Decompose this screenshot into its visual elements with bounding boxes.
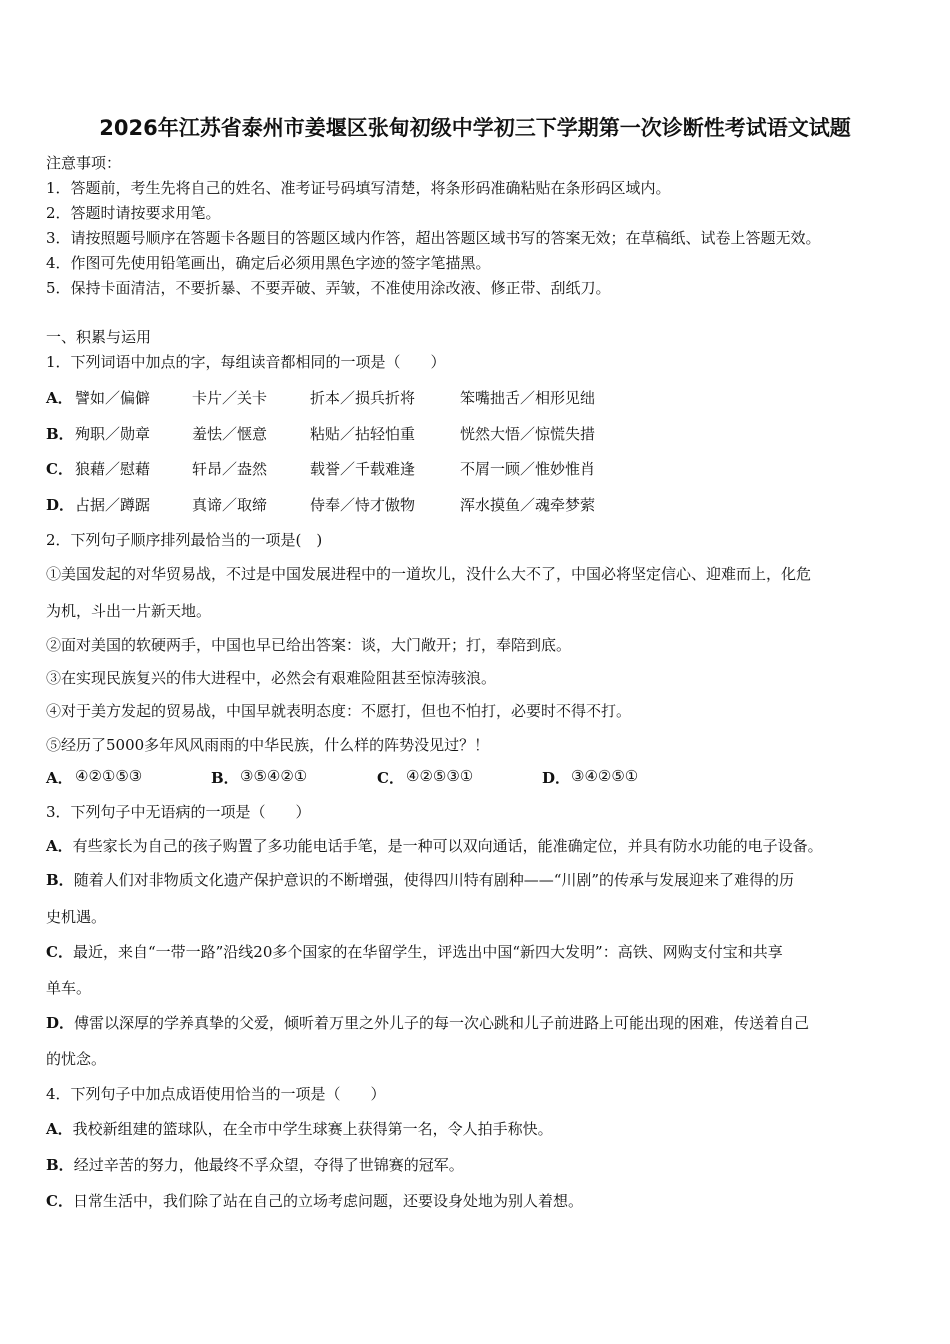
word-pair: 折本／损兵折将 bbox=[310, 389, 416, 407]
word-pair: 占据／蹲踞 bbox=[75, 496, 151, 514]
option-text: ④②⑤③① bbox=[406, 767, 474, 785]
word-pair: 侍奉／恃才傲物 bbox=[310, 496, 416, 514]
q3-option-c-cont: 单车。 bbox=[46, 979, 92, 997]
option-text: 随着人们对非物质文化遗产保护意识的不断增强，使得四川特有剧种——“川剧”的传承与发展迎来了难得的历 bbox=[73, 871, 795, 889]
q3-stem: 3．下列句子中无语病的一项是（ ） bbox=[46, 803, 311, 821]
option-label: C． bbox=[46, 943, 73, 961]
q3-option-b-cont: 史机遇。 bbox=[46, 908, 107, 926]
option-text: 最近，来自“一带一路”沿线20多个国家的在华留学生，评选出中国“新四大发明”：高铁、网购支付宝和共享 bbox=[72, 943, 783, 961]
notice-item: 4．作图可先使用铅笔画出，确定后必须用黑色字迹的签字笔描黑。 bbox=[46, 254, 491, 272]
q1-stem: 1．下列词语中加点的字，每组读音都相同的一项是（ ） bbox=[46, 353, 446, 371]
section-heading: 一、积累与运用 bbox=[46, 328, 152, 346]
option-label: C． bbox=[46, 1192, 73, 1210]
option-label: B． bbox=[46, 425, 74, 443]
word-pair: 卡片／关卡 bbox=[192, 389, 268, 407]
option-label: B． bbox=[46, 871, 74, 889]
option-label: A． bbox=[46, 389, 73, 407]
word-pair: 譬如／偏僻 bbox=[75, 389, 151, 407]
word-pair: 笨嘴拙舌／相形见绌 bbox=[460, 389, 596, 407]
notice-item: 2．答题时请按要求用笔。 bbox=[46, 204, 221, 222]
option-text: 我校新组建的篮球队，在全市中学生球赛上获得第一名，令人拍手称快。 bbox=[72, 1120, 553, 1138]
notice-item: 1．答题前，考生先将自己的姓名、准考证号码填写清楚，将条形码准确粘贴在条形码区域内。 bbox=[46, 179, 671, 197]
option-label: C． bbox=[46, 460, 73, 478]
option-label: D． bbox=[46, 496, 75, 514]
q2-sentence: ④对于美方发起的贸易战，中国早就表明态度：不愿打，但也不怕打，必要时不得不打。 bbox=[46, 702, 632, 720]
option-text: ④②①⑤③ bbox=[75, 767, 143, 785]
option-label: B． bbox=[211, 769, 239, 787]
option-text: 日常生活中，我们除了站在自己的立场考虑问题，还要设身处地为别人着想。 bbox=[72, 1192, 583, 1210]
option-label: A． bbox=[46, 837, 73, 855]
word-pair: 粘贴／拈轻怕重 bbox=[310, 425, 416, 443]
notice-heading: 注意事项： bbox=[46, 154, 122, 172]
option-label: A． bbox=[46, 769, 73, 787]
option-label: A． bbox=[46, 1120, 73, 1138]
word-pair: 羞怯／惬意 bbox=[192, 425, 268, 443]
option-label: C． bbox=[377, 769, 404, 787]
word-pair: 载誉／千载难逢 bbox=[310, 460, 416, 478]
option-text: 经过辛苦的努力，他最终不孚众望，夺得了世锦赛的冠军。 bbox=[73, 1156, 464, 1174]
word-pair: 恍然大悟／惊慌失措 bbox=[460, 425, 596, 443]
option-text: 傅雷以深厚的学养真挚的父爱，倾听着万里之外儿子的每一次心跳和儿子前进路上可能出现的困难，传送着自己 bbox=[74, 1014, 810, 1032]
q3-option-d-cont: 的忧念。 bbox=[46, 1050, 107, 1068]
word-pair: 殉职／勋章 bbox=[75, 425, 151, 443]
q2-sentence: ①美国发起的对华贸易战，不过是中国发展进程中的一道坎儿，没什么大不了，中国必将坚定信心、迎难而上，化危 bbox=[46, 565, 812, 583]
q2-sentence: ③在实现民族复兴的伟大进程中，必然会有艰难险阻甚至惊涛骇浪。 bbox=[46, 669, 497, 687]
page-title: 2026年江苏省泰州市姜堰区张甸初级中学初三下学期第一次诊断性考试语文试题 bbox=[99, 116, 851, 140]
q3-option-b bbox=[46, 869, 794, 890]
option-label: D． bbox=[46, 1014, 75, 1032]
notice-item: 3．请按照题号顺序在答题卡各题目的答题区域内作答，超出答题区域书写的答案无效；在草稿纸、试卷上答题无效。 bbox=[46, 229, 821, 247]
q2-sentence: ⑤经历了5000多年风风雨雨的中华民族，什么样的阵势没见过？！ bbox=[46, 736, 490, 754]
q3-option-a bbox=[46, 835, 823, 856]
option-label: B． bbox=[46, 1156, 74, 1174]
option-text: ③④②⑤① bbox=[571, 767, 639, 785]
q4-option-a bbox=[46, 1118, 553, 1139]
word-pair: 不屑一顾／惟妙惟肖 bbox=[460, 460, 596, 478]
q4-option-c bbox=[46, 1190, 583, 1211]
q3-option-d bbox=[46, 1012, 809, 1033]
word-pair: 浑水摸鱼／魂牵梦萦 bbox=[460, 496, 596, 514]
notice-item: 5．保持卡面清洁，不要折暴、不要弄破、弄皱，不准使用涂改液、修正带、刮纸刀。 bbox=[46, 279, 611, 297]
q4-stem: 4．下列句子中加点成语使用恰当的一项是（ ） bbox=[46, 1085, 386, 1103]
option-text: 有些家长为自己的孩子购置了多功能电话手笔，是一种可以双向通话，能准确定位，并具有防水功能的电子设备。 bbox=[72, 837, 823, 855]
option-label: D． bbox=[542, 769, 571, 787]
q2-sentence: ②面对美国的软硬两手，中国也早已给出答案：谈，大门敞开；打，奉陪到底。 bbox=[46, 636, 572, 654]
q4-option-b bbox=[46, 1154, 464, 1175]
option-text: ③⑤④②① bbox=[240, 767, 308, 785]
word-pair: 真谛／取缔 bbox=[192, 496, 268, 514]
q2-sentence: 为机，斗出一片新天地。 bbox=[46, 602, 212, 620]
word-pair: 轩昂／盎然 bbox=[192, 460, 268, 478]
q2-stem: 2．下列句子顺序排列最恰当的一项是( ) bbox=[46, 531, 323, 549]
word-pair: 狼藉／慰藉 bbox=[75, 460, 151, 478]
q3-option-c bbox=[46, 941, 783, 962]
